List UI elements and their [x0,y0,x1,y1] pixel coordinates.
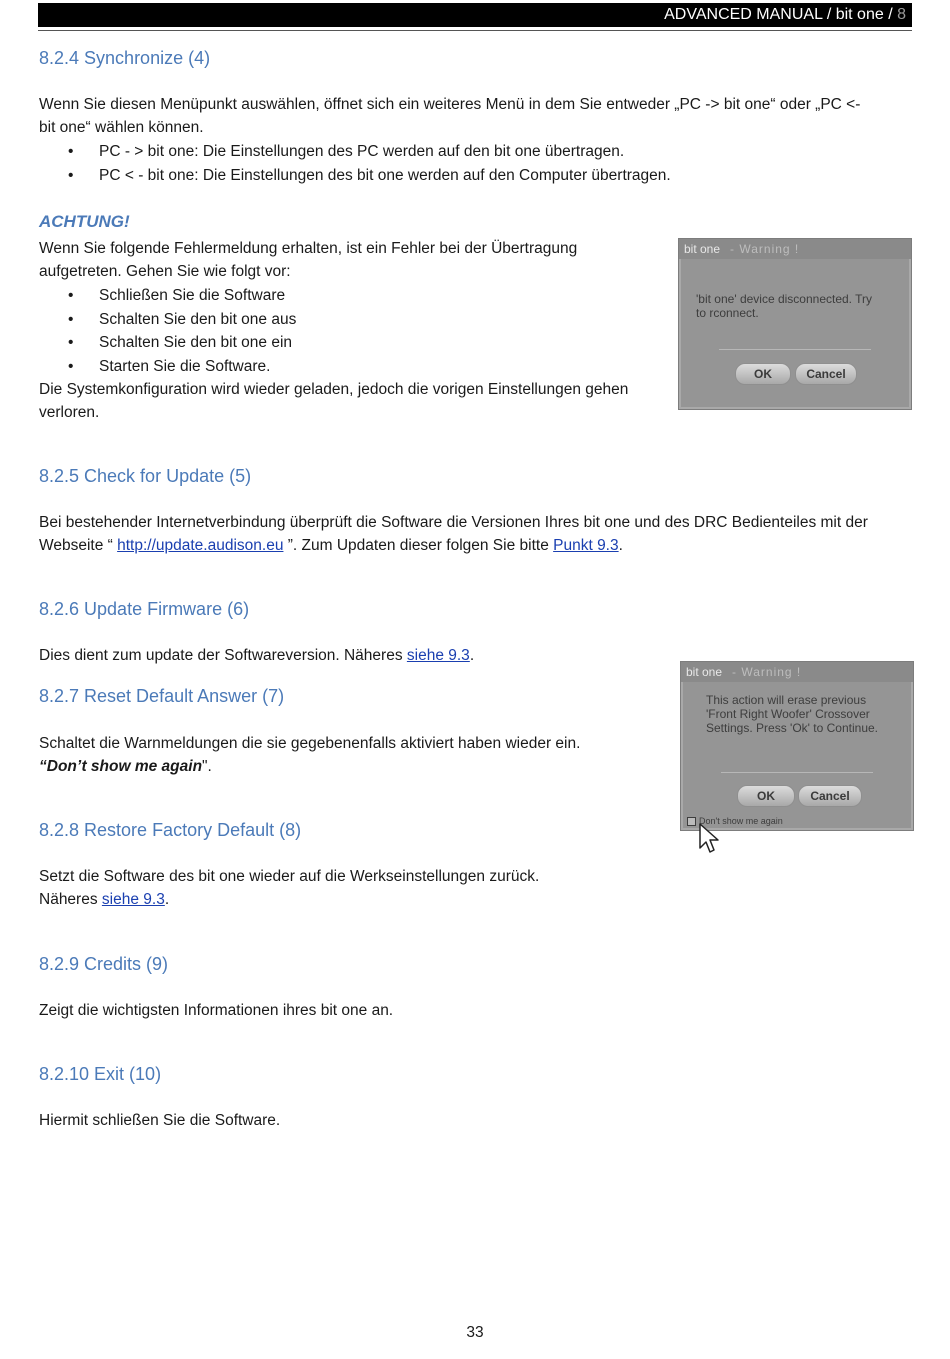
s827-line2-em: “Don’t show me again [39,758,203,775]
dialog2-separator [721,772,873,773]
s824-intro-line1: Wenn Sie diesen Menüpunkt auswählen, öffnet sich ein weiteres Menü in dem Sie entweder „PC -> bit one“ oder „PC <- [39,96,861,113]
step-2-text: Schalten Sie den bit one aus [99,311,297,328]
dialog2-message-line1: This action will erase previous [706,693,867,707]
s827-line2 [39,755,212,779]
checkbox-icon [687,817,696,826]
dialog-title: bit one [684,242,721,256]
step-4: • Starten Sie die Software. [68,358,271,375]
dialog-message-line2: to rconnect. [696,306,759,320]
s828-line2 [39,888,169,912]
heading-8-2-10: 8.2.10 Exit (10) [39,1064,162,1084]
warning-dialog-screenshot [678,238,912,410]
dialog-separator [719,349,871,350]
dialog2-message-line2: 'Front Right Woofer' Crossover [706,707,870,721]
dialog-message-line1: 'bit one' device disconnected. Try [696,292,873,306]
step-1: • Schließen Sie die Software [68,287,286,304]
heading-8-2-9: 8.2.9 Credits (9) [39,954,169,974]
dialog2-message [706,693,878,735]
s825-line2-suffix: . [618,537,623,554]
header-rule [38,30,912,31]
s826-text-suffix: . [469,647,475,664]
s829-text: Zeigt die wichtigsten Informationen ihres bit one an. [39,1002,394,1019]
dialog2-message-line3: Settings. Press 'Ok' to Continue. [706,721,878,735]
dialog2-checkbox-label: Don't show me again [699,816,783,826]
page-number: 33 [466,1324,484,1341]
heading-8-2-5: 8.2.5 Check for Update (5) [39,466,252,486]
s825-line1: Bei bestehender Internetverbindung überprüft die Software die Versionen Ihres bit one und des DRC Bedienteiles mit der [39,514,868,531]
s828-line2-suffix: . [164,891,170,908]
update-url-link[interactable]: http://update.audison.eu [117,537,284,554]
step-3-text: Schalten Sie den bit one ein [99,334,293,351]
mouse-cursor-icon [698,822,720,856]
dialog2-title-bar [681,662,913,682]
step-3: • Schalten Sie den bit one ein [68,334,293,351]
s828-line1: Setzt die Software des bit one wieder auf die Werkseinstellungen zurück. [39,868,540,885]
heading-8-2-4: 8.2.4 Synchronize (4) [39,48,211,68]
dialog-message [696,292,872,320]
s824-bullet-1: • PC - > bit one: Die Einstellungen des PC werden auf den bit one übertragen. [68,143,625,160]
dialog-ok-button: OK [735,363,791,385]
header-page-ref: 8 [897,6,906,23]
header-title [664,5,906,25]
s824-bullet-1-text: PC - > bit one: Die Einstellungen des PC werden auf den bit one übertragen. [99,143,625,160]
warning-title: ACHTUNG! [39,212,130,231]
s825-line2-prefix: Webseite “ [39,537,118,554]
heading-8-2-8: 8.2.8 Restore Factory Default (8) [39,820,302,840]
header-title-text: ADVANCED MANUAL / bit one / [664,6,898,23]
s824-bullet-2: • PC < - bit one: Die Einstellungen des bit one werden auf den Computer übertragen. [68,167,671,184]
dialog-cancel-button: Cancel [795,363,857,385]
s824-bullet-2-text: PC < - bit one: Die Einstellungen des bit one werden auf den Computer übertragen. [99,167,671,184]
crossover-dialog-screenshot [680,661,914,831]
s828-line2-prefix: Näheres [39,891,102,908]
dialog2-subtitle: - Warning ! [732,665,802,679]
punkt-9-3-link[interactable]: Punkt 9.3 [553,537,619,554]
s826-text [39,644,474,668]
heading-8-2-7: 8.2.7 Reset Default Answer (7) [39,686,285,706]
dialog2-title: bit one [686,665,723,679]
step-1-text: Schließen Sie die Software [99,287,286,304]
closing-line1: Die Systemkonfiguration wird wieder geladen, jedoch die vorigen Einstellungen gehen [39,381,629,398]
dialog2-cancel-button: Cancel [798,785,862,807]
s826-text-prefix: Dies dient zum update der Softwareversion. Näheres [39,647,407,664]
dialog-title-bar [679,239,911,259]
closing-line2: verloren. [39,404,100,421]
warning-line2: aufgetreten. Gehen Sie wie folgt vor: [39,263,291,280]
s827-line2-tail: ". [202,758,212,775]
warning-line1: Wenn Sie folgende Fehlermeldung erhalten, ist ein Fehler bei der Übertragung [39,240,578,257]
step-4-text: Starten Sie die Software. [99,358,271,375]
s827-line1: Schaltet die Warnmeldungen die sie gegebenenfalls aktiviert haben wieder ein. [39,735,581,752]
s824-intro-line2: bit one“ wählen können. [39,119,204,136]
s8210-text: Hiermit schließen Sie die Software. [39,1112,281,1129]
s825-line2 [39,534,623,558]
s826-siehe-link[interactable]: siehe 9.3 [406,647,470,664]
dialog-subtitle: - Warning ! [730,242,800,256]
step-2: • Schalten Sie den bit one aus [68,311,297,328]
header-bar [38,3,912,27]
s825-line2-mid: ”. Zum Updaten dieser folgen Sie bitte [283,537,554,554]
dialog2-ok-button: OK [737,785,795,807]
heading-8-2-6: 8.2.6 Update Firmware (6) [39,599,250,619]
s828-siehe-link[interactable]: siehe 9.3 [101,891,165,908]
